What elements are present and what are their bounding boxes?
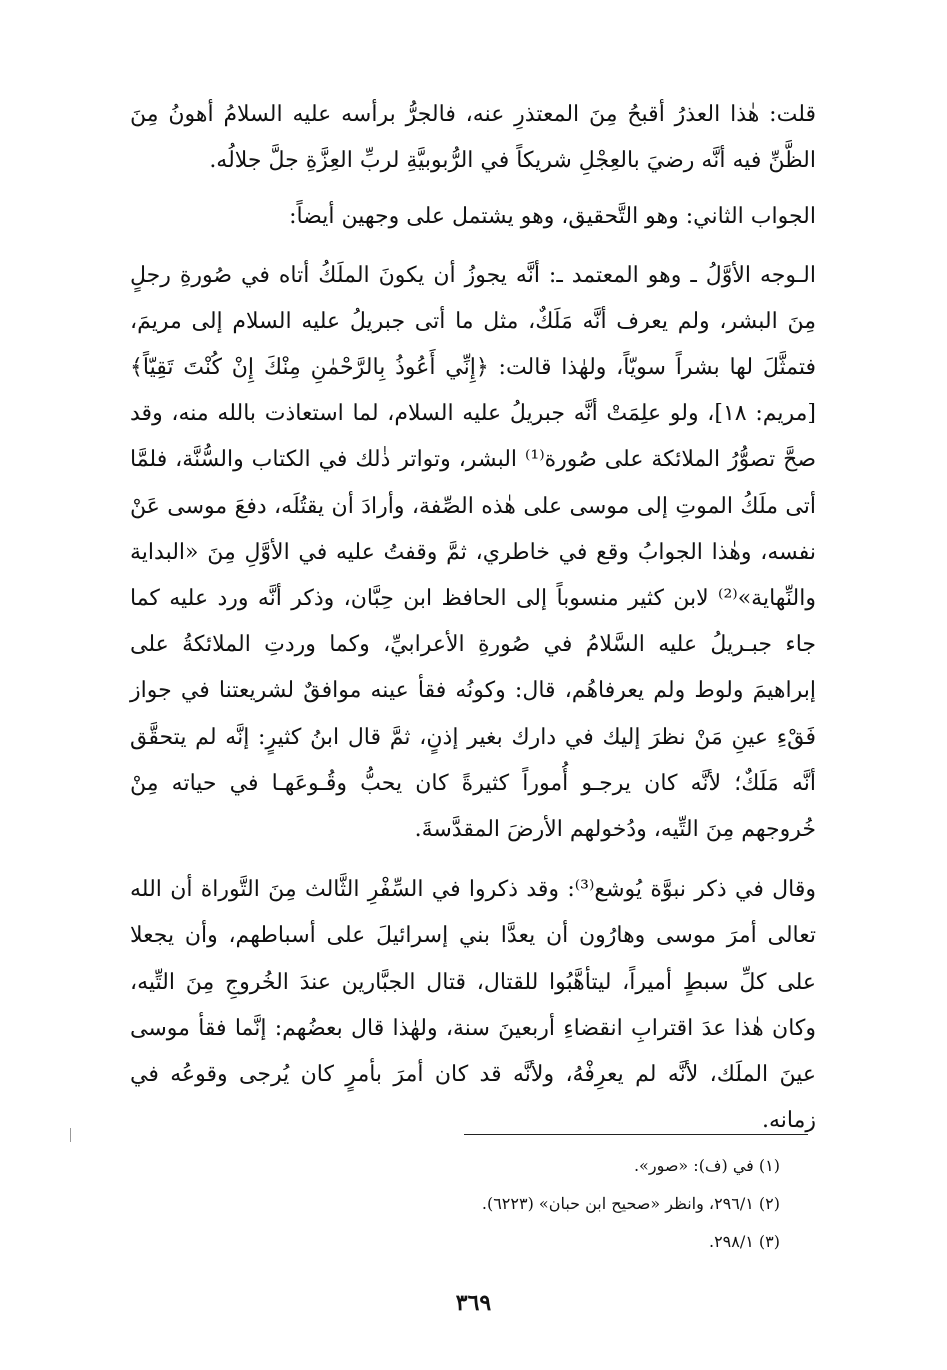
footnote-2: (٢) ٢٩٦/١، وانظر «صحيح ابن حبان» (٦٢٢٣). — [481, 1194, 780, 1213]
main-text — [130, 92, 816, 1144]
paragraph-1: قلت: هٰذا العذرُ أقبحُ مِنَ المعتذرِ عنه، فالجرُّ برأسه عليه السلامُ أهونُ مِنَ الظَّنِّ فيه أنَّه رضيَ بالعِجْلِ شريكاً في الرُّبوبيَّةِ لربِّ العِزَّةِ جلَّ جلالُه. — [130, 102, 816, 174]
paragraph-4: وقال في ذكر نبوَّة يُوشع⁽³⁾: وقد ذكروا في السِّفْرِ الثَّالث مِنَ التَّوراة أن الله تعالى أمرَ موسى وهارُون أن يعدَّا بني إسرائيلَ على أسباطهم، وأن يجعلا على كلِّ سبطٍ أميراً، ليتأهَّبُوا للقتال، قتال الجبَّارين عندَ الخُروجِ مِنَ التِّيه، وكان هٰذا عدَ اقترابِ انقضاءِ أربعينَ سنة، ولهٰذا قال بعضُهم: إنَّما فقأ موسى عينَ الملَك، لأنَّه لم يعرِفْهُ، ولأنَّه قد كان أمرَ بأمرٍ كان يُرجى وقوعُه في زمانه. — [130, 877, 817, 1134]
page-number: ٣٦٩ — [455, 1290, 492, 1316]
margin-mark — [70, 1128, 71, 1142]
footnote-3: (٣) ٢٩٨/١. — [708, 1232, 780, 1251]
footnote-1: (١) في (ف): «صور». — [633, 1156, 780, 1175]
paragraph-2-heading: الجواب الثاني: وهو التَّحقيق، وهو يشتمل على وجهين أيضاً: — [289, 204, 816, 230]
footnotes — [130, 1147, 780, 1261]
paragraph-3: الـوجه الأوَّلُ ـ وهو المعتمد ـ: أنَّه يجوزُ أن يكونَ الملَكُ أتاه في صُورةِ رجلٍ مِنَ البشر، ولم يعرف أنَّه مَلَكٌ، مثل ما أتى جبريلُ عليه السلام إلى مريمَ، فتمثَّلَ لها بشراً سويّاً، ولهٰذا قالت: ﴿إِنِّي أَعُوذُ بِالرَّحْمٰنِ مِنْكَ إِنْ كُنْتَ تَقِيّاً﴾ [مريم: ١٨]، ولو علِمَتْ أنَّه جبريلُ عليه السلام، لما استعاذت بالله منه، وقد صحَّ تصوُّرُ الملائكة على صُورة⁽¹⁾ البشر، وتواتر ذٰلك في الكتاب والسُّنَّة، فلمَّا أتى ملَكُ الموتِ إلى موسى على هٰذه الصِّفة، وأرادَ أن يقتُلَه، دفعَ موسى عَنْ نفسه، وهٰذا الجوابُ وقع في خاطري، ثمَّ وقفتُ عليه في الأوَّلِ مِنَ «البداية والنِّهاية»⁽²⁾ لابن كثير منسوباً إلى الحافظ ابن حِبَّان، وذكر أنَّه ورد عليه كما جاء جبـريلُ عليه السَّلامُ في صُورةِ الأعرابيِّ، وكما وردتِ الملائكةُ على إبراهيمَ ولوط ولم يعرفاهُم، قال: وكونُه فقأ عينه موافقٌ لشريعتنا في جواز فَقْءِ عينِ مَنْ نظرَ إليك في دارك بغير إذنٍ، ثمَّ قال ابنُ كثيرٍ: إنَّه لم يتحقَّق أنَّه مَلَكٌ؛ لأنَّه كان يرجـو أُموراً كثيرةً كان يحبُّ وقُـوعَهـا في حياته مِنْ خُروجهم مِنَ التِّيه، ودُخولهم الأرضَ المقدَّسةَ. — [130, 262, 816, 843]
footnote-divider — [464, 1134, 808, 1135]
